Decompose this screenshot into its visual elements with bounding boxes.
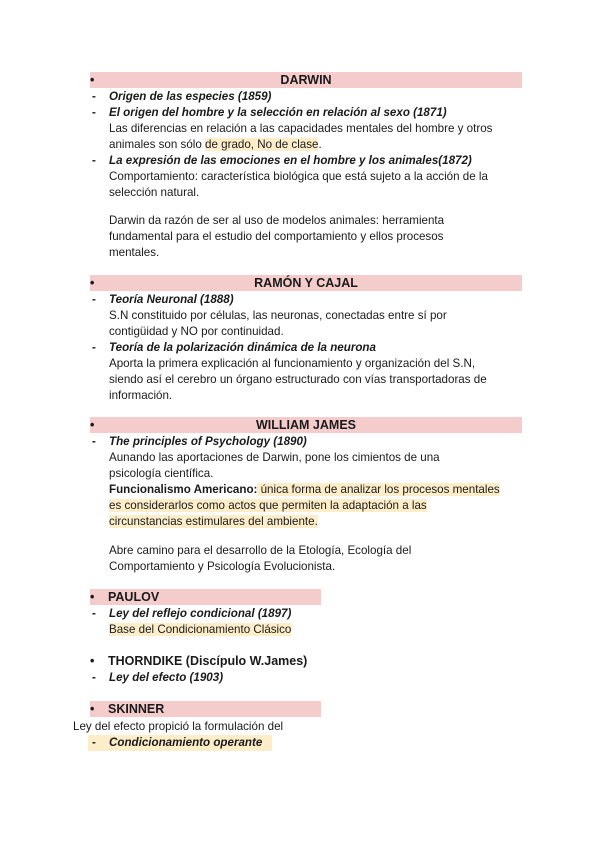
list-item: El origen del hombre y la selección en relación al sexo (1871) xyxy=(109,106,447,119)
list-item: Ley del efecto (1903) xyxy=(109,671,224,684)
highlight: Base del Condicionamiento Clásico xyxy=(109,623,292,636)
body-text: información. xyxy=(109,389,173,402)
highlight: circunstancias estimulares del ambiente. xyxy=(109,515,318,528)
body-text: S.N constituido por células, las neuronas, conectadas entre sí por xyxy=(109,309,447,322)
bullet: • xyxy=(90,702,95,716)
section-header-james xyxy=(90,417,522,433)
section-title: RAMÓN Y CAJAL xyxy=(254,276,358,290)
body-text: contigüidad y NO por continuidad. xyxy=(109,325,284,338)
section-title: THORNDIKE (Discípulo W.James) xyxy=(108,654,308,668)
bullet: • xyxy=(90,590,95,604)
section-header-cajal xyxy=(90,275,522,291)
body-text: Comportamiento y Psicología Evolucionista. xyxy=(109,560,336,573)
body-text: Aporta la primera explicación al funcionamiento y organización del S.N, xyxy=(109,357,476,370)
body-text: Las diferencias en relación a las capacidades mentales del hombre y otros xyxy=(109,122,493,135)
body-text: mentales. xyxy=(109,246,160,259)
dash-marker: - xyxy=(92,293,96,306)
section-header-darwin xyxy=(90,72,522,88)
section-title: WILLIAM JAMES xyxy=(256,418,356,432)
dash-marker: - xyxy=(92,341,96,354)
body-text: Aunando las aportaciones de Darwin, pone los cimientos de una xyxy=(109,451,440,464)
highlight: es considerarlos como actos que permiten la adaptación a las xyxy=(109,499,427,512)
section-title: PAULOV xyxy=(108,590,160,604)
section-header-skinner xyxy=(90,701,321,717)
dash-marker: - xyxy=(92,736,96,749)
body-text: siendo así el cerebro un órgano estructurado con vías transportadoras de xyxy=(109,373,487,386)
body-text xyxy=(109,482,500,498)
body-text xyxy=(109,622,291,638)
dash-marker: - xyxy=(92,435,96,448)
highlight: única forma de analizar los procesos mentales xyxy=(257,483,500,496)
list-item: Teoría Neuronal (1888) xyxy=(109,293,234,306)
dash-marker: - xyxy=(92,154,96,167)
body-text xyxy=(109,514,318,530)
body-text: Comportamiento: característica biológica que está sujeto a la acción de la xyxy=(109,170,488,183)
body-text xyxy=(109,498,427,514)
body-text: selección natural. xyxy=(109,186,200,199)
list-item: Origen de las especies (1859) xyxy=(109,90,272,103)
body-text: psicología científica. xyxy=(109,467,214,480)
list-item: Ley del reflejo condicional (1897) xyxy=(109,607,292,620)
bullet: • xyxy=(90,276,95,290)
dash-marker: - xyxy=(92,106,96,119)
section-header-paulov xyxy=(90,589,321,605)
dash-marker: - xyxy=(92,671,96,684)
body-text: Darwin da razón de ser al uso de modelos animales: herramienta xyxy=(109,214,445,227)
list-item: The principles of Psychology (1890) xyxy=(109,435,307,448)
section-title: DARWIN xyxy=(280,73,332,87)
list-item: La expresión de las emociones en el hombre y los animales(1872) xyxy=(109,154,472,167)
bullet: • xyxy=(90,73,95,87)
dash-marker: - xyxy=(92,90,96,103)
body-text: animales son sólo de grado, No de clase. xyxy=(109,138,322,151)
body-text: Abre camino para el desarrollo de la Etología, Ecología del xyxy=(109,544,412,557)
section-header-thorndike xyxy=(90,653,307,669)
highlight: de grado, No de clase xyxy=(205,138,319,151)
list-item: Teoría de la polarización dinámica de la neurona xyxy=(109,341,376,354)
section-title: SKINNER xyxy=(108,702,165,716)
body-text: Ley del efecto propició la formulación del xyxy=(73,720,284,733)
body-text: fundamental para el estudio del comportamiento y ellos procesos xyxy=(109,230,444,243)
term-label: Funcionalismo Americano: xyxy=(109,483,258,496)
list-item: Condicionamiento operante xyxy=(109,736,263,749)
bullet: • xyxy=(90,418,95,432)
dash-marker: - xyxy=(92,607,96,620)
bullet: • xyxy=(90,654,95,668)
